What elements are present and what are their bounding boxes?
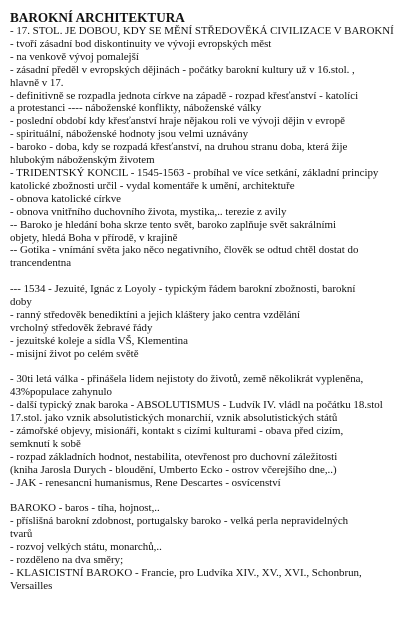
text-line: -- Baroko je hledání boha skrze tento svět, baroko zaplňuje svět sakrálními [10, 218, 337, 231]
text-line: - zásadní předěl v evropských dějinách - počátky barokní kultury už v 16.stol. , [10, 63, 355, 76]
text-line: - rozpad základních hodnot, nestabilita, otevřenost pro duchovní záležitosti [10, 450, 338, 463]
text-line: -- Gotika - vnímání světa jako něco negativního, člověk se odtud chtěl dostat do [10, 244, 359, 257]
text-line: - definitivně se rozpadla jednota církve na západě - rozpad křesťanství - katolíci [10, 89, 359, 102]
text-line: - TRIDENTSKÝ KONCIL - 1545-1563 - probíhal ve více setkání, základní principy [10, 166, 379, 179]
text-line: - zámořské objevy, misionáři, kontakt s cizími kulturami - obava před cizím, [10, 425, 344, 438]
text-line: 17.stol. jako vznik absolutistických monarchií, vznik absolutistických států [10, 412, 338, 425]
text-line: - na venkově vývoj pomalejší [10, 50, 139, 63]
text-line: katolické zbožnosti určil - vydal komentáře k umění, architektuře [10, 179, 295, 192]
text-line: hlubokým náboženským životem [10, 154, 155, 167]
text-line: - příslišná barokní zdobnost, portugalsky baroko - velká perla nepravidelných [10, 515, 349, 528]
text-line: trancendentna [10, 257, 72, 270]
text-line: - baroko - doba, kdy se rozpadá křesťanství, na druhou stranu doba, která žije [10, 141, 348, 154]
text-line: - 30ti letá válka - přinášela lidem nejistoty do životů, země několikrát vypleněna, [10, 373, 364, 386]
text-line: vrcholný středověk žebravé řády [10, 321, 153, 334]
text-line: 43%populace zahynulo [10, 386, 112, 399]
text-line: doby [10, 296, 32, 309]
text-line: semknutí k sobě [10, 437, 81, 450]
text-line: - obnova vnitřního duchovního života, mystika,.. terezie z avily [10, 205, 287, 218]
text-line: BAROKO - baros - tíha, hojnost,.. [10, 502, 160, 515]
text-line: - jezuitské koleje a sídla VŠ, Klementina [10, 334, 188, 347]
text-line: - spirituální, náboženské hodnoty jsou velmi uznávány [10, 128, 249, 141]
document-body [10, 25, 403, 593]
text-line: - poslední období kdy křesťanství hraje nějakou roli ve vývoji dějin v evropě [10, 115, 345, 128]
text-line: --- 1534 - Jezuité, Ignác z Loyoly - typickým řádem barokní zbožnosti, barokní [10, 283, 356, 296]
text-line: - misijní život po celém světě [10, 347, 139, 360]
text-line: tvarů [10, 528, 33, 541]
blank-line [10, 361, 403, 374]
text-line: Versailles [10, 579, 53, 592]
text-line: - obnova katolické církve [10, 192, 121, 205]
blank-line [10, 490, 403, 503]
text-line: - JAK - renesancni humanismus, Rene Descartes - osvícenství [10, 476, 281, 489]
text-line: objety, hledá Boha v přírodě, v krajině [10, 231, 178, 244]
text-line: - rozděleno na dva směry; [10, 554, 124, 567]
text-line: a protestanci ---- náboženské konflikty, náboženské války [10, 102, 262, 115]
text-line: hlavně v 17. [10, 76, 64, 89]
text-line: - rozvoj velkých státu, monarchů,.. [10, 541, 162, 554]
text-line: - 17. STOL. JE DOBOU, KDY SE MĚNÍ STŘEDOVĚKÁ CIVILIZACE V BAROKNÍ [10, 25, 394, 37]
text-line: - tvoří zásadní bod diskontinuity ve vývoji evropských měst [10, 37, 272, 50]
text-line: - KLASICISTNÍ BAROKO - Francie, pro Ludvíka XIV., XV., XVI., Schonbrun, [10, 567, 362, 580]
text-line: - ranný středověk benediktíni a jejich kláštery jako centra vzdělání [10, 308, 301, 321]
blank-line [10, 270, 403, 283]
document-title: BAROKNÍ ARCHITEKTURA [10, 10, 185, 25]
text-line: (kniha Jarosla Durych - bloudění, Umberto Ecko - ostrov včerejšího dne,..) [10, 463, 337, 476]
text-line: - další typický znak baroka - ABSOLUTISMUS - Ludvík IV. vládl na počátku 18.stol [10, 399, 383, 412]
